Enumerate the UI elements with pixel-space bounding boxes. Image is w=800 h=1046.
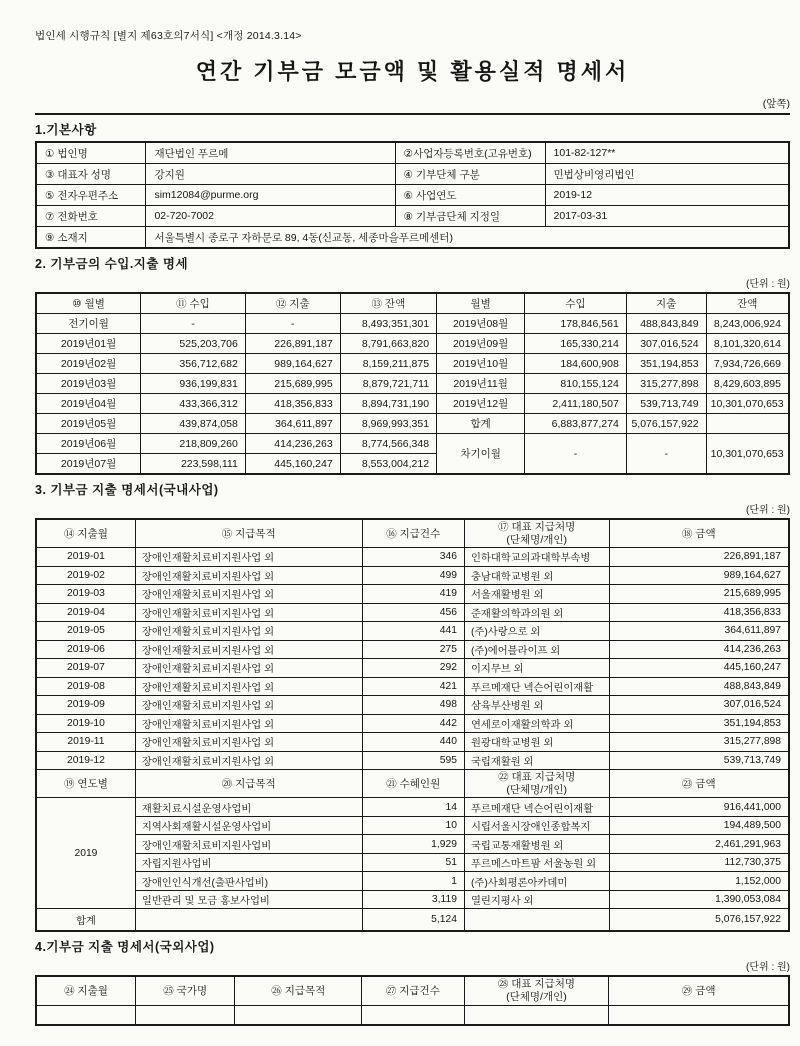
income-cell: 936,199,831 [141,374,246,394]
amount-cell: 1,390,053,084 [609,890,789,909]
year-cell: 2019 [36,798,135,909]
column-header: ㉖ 지급목적 [235,976,362,1005]
column-header: ㉓ 금액 [609,770,789,798]
balance-cell: 8,243,006,924 [706,314,789,334]
field-value-cell: 02-720-7002 [146,206,395,227]
count-cell: 421 [362,677,464,696]
payee-cell: (주)사랑으로 외 [464,622,609,641]
purpose-cell: 장애인인식개선(출판사업비) [135,872,362,891]
expense-cell: 414,236,263 [245,434,340,454]
balance-cell: 7,934,726,669 [706,354,789,374]
payee-cell: 푸르메재단 넥슨어린이재활 [464,798,609,817]
income-cell: 223,598,111 [141,454,246,475]
column-header: ⑪ 수입 [141,293,246,314]
purpose-cell: 장애인재활치료비지원사업 외 [135,751,362,770]
amount-cell: 445,160,247 [609,659,789,678]
amount-cell: 194,489,500 [609,816,789,835]
table-row [36,853,789,872]
column-header [464,976,609,1005]
amount-cell: 215,689,995 [609,585,789,604]
table-row [36,890,789,909]
purpose-cell [135,909,362,932]
carryover-label-cell: 차기이월 [437,434,525,475]
amount-cell: 488,843,849 [609,677,789,696]
purpose-cell: 장애인재활치료비지원사업 외 [135,585,362,604]
field-value-cell: 강지원 [146,164,395,185]
table-row [36,622,789,641]
purpose-cell: 장애인재활치료비지원사업 외 [135,566,362,585]
column-header: 지출 [626,293,706,314]
field-label-cell: ① 법인명 [36,142,146,164]
column-header: ㉑ 수혜인원 [362,770,464,798]
expense-cell: 488,843,849 [626,314,706,334]
expense-cell: 5,076,157,922 [626,414,706,434]
income-cell: 218,809,260 [141,434,246,454]
balance-cell: 8,101,320,614 [706,334,789,354]
count-cell: 1 [362,872,464,891]
field-label-cell: ⑥ 사업연도 [395,185,545,206]
column-header: ㉗ 지급건수 [362,976,465,1005]
field-label-cell: ③ 대표자 성명 [36,164,146,185]
column-header: 잔액 [706,293,789,314]
count-cell: 440 [362,733,464,752]
table-header-row [36,519,789,548]
month-cell: 2019-02 [36,566,135,585]
month-cell: 2019년11월 [437,374,525,394]
amount-cell: 1,152,000 [609,872,789,891]
field-label-cell: ⑦ 전화번호 [36,206,146,227]
field-label-cell: ⑤ 전자우편주소 [36,185,146,206]
payee-cell: (주)에어블라이프 외 [464,640,609,659]
expense-cell: 315,277,898 [626,374,706,394]
month-cell: 2019-05 [36,622,135,641]
payee-cell: 열린지평사 외 [464,890,609,909]
table-header-row [36,770,789,798]
balance-cell: 10,301,070,653 [706,394,789,414]
unit-label: (단위 : 원) [746,279,790,290]
column-header: ⑮ 지급목적 [135,519,362,548]
column-header: ⑬ 잔액 [340,293,436,314]
amount-cell: 364,611,897 [609,622,789,641]
table-row [36,354,789,374]
table-row [36,751,789,770]
count-cell: 51 [362,853,464,872]
purpose-cell: 장애인재활치료비지원사업 외 [135,640,362,659]
purpose-cell: 자립지원사업비 [135,853,362,872]
field-label-cell: ②사업자등록번호(고유번호) [395,142,545,164]
unit-label: (단위 : 원) [746,505,790,516]
section2-heading: 2. 기부금의 수입.지출 명세 [35,257,189,271]
balance-cell: 8,159,211,875 [340,354,436,374]
purpose-cell: 장애인재활치료비지원사업 외 [135,733,362,752]
empty-cell [235,1005,362,1025]
field-value-cell: sim12084@purme.org [146,185,395,206]
column-header-line1: ㉒ 대표 지급처명 [498,771,576,784]
balance-cell: 8,791,663,820 [340,334,436,354]
income-cell: - [141,314,246,334]
amount-cell: 315,277,898 [609,733,789,752]
amount-cell: 226,891,187 [609,548,789,567]
table-row [36,603,789,622]
income-cell: 433,366,312 [141,394,246,414]
expense-cell: - [245,314,340,334]
count-cell: 5,124 [362,909,464,932]
column-header: 수입 [525,293,627,314]
column-header: ⑳ 지급목적 [135,770,362,798]
payee-cell: 삼육부산병원 외 [464,696,609,715]
table-row [36,585,789,604]
month-cell: 2019년03월 [36,374,141,394]
month-cell: 2019년04월 [36,394,141,414]
month-cell: 2019-04 [36,603,135,622]
amount-cell: 112,730,375 [609,853,789,872]
column-header: ⑯ 지급건수 [362,519,464,548]
income-cell: 178,846,561 [525,314,627,334]
month-cell: 전기이월 [36,314,141,334]
amount-cell: 351,194,853 [609,714,789,733]
field-value-cell: 민법상비영리법인 [545,164,789,185]
column-header-line2: (단체명/개인) [506,533,568,546]
overseas-expense-table [35,975,790,1025]
month-cell: 2019년01월 [36,334,141,354]
column-header: ⑭ 지출월 [36,519,135,548]
payee-cell: 원광대학교병원 외 [464,733,609,752]
empty-cell [362,1005,465,1025]
field-label-cell: ⑨ 소재지 [36,227,146,249]
amount-cell: 414,236,263 [609,640,789,659]
income-cell: 184,600,908 [525,354,627,374]
month-cell: 2019-10 [36,714,135,733]
basic-info-table [35,141,790,249]
payee-cell: 국립재활원 외 [464,751,609,770]
table-row [36,677,789,696]
amount-cell: 418,356,833 [609,603,789,622]
balance-cell: 8,879,721,711 [340,374,436,394]
payee-cell: 시립서울시장애인종합복지 [464,816,609,835]
amount-cell: 5,076,157,922 [609,909,789,932]
table-row [36,548,789,567]
domestic-expense-table [35,518,790,932]
payee-cell: 서울재활병원 외 [464,585,609,604]
balance-cell [706,414,789,434]
total-label-cell: 합계 [437,414,525,434]
count-cell: 595 [362,751,464,770]
section4-heading: 4.기부금 지출 명세서(국외사업) [35,940,215,955]
table-row [36,659,789,678]
amount-cell: 539,713,749 [609,751,789,770]
header-divider [35,113,790,115]
month-cell: 2019년02월 [36,354,141,374]
document-title: 연간 기부금 모금액 및 활용실적 명세서 [195,59,630,84]
month-cell: 2019-01 [36,548,135,567]
income-cell: 165,330,214 [525,334,627,354]
balance-cell: 8,774,566,348 [340,434,436,454]
amount-cell: 2,461,291,963 [609,835,789,854]
table-row [36,798,789,817]
purpose-cell: 지역사회재활시설운영사업비 [135,816,362,835]
table-row [36,185,789,206]
payee-cell [464,909,609,932]
count-cell: 346 [362,548,464,567]
table-row [36,872,789,891]
count-cell: 292 [362,659,464,678]
month-cell: 2019-06 [36,640,135,659]
count-cell: 441 [362,622,464,641]
column-header-line2: (단체명/개인) [506,783,568,796]
table-row [36,334,789,354]
count-cell: 10 [362,816,464,835]
payee-cell: 연세로이재활의학과 외 [464,714,609,733]
field-value-cell: 서울특별시 종로구 자하문로 89, 4동(신교동, 세종마을푸르메센터) [146,227,789,249]
table-row [36,835,789,854]
table-header-row [36,293,789,314]
count-cell: 275 [362,640,464,659]
count-cell: 442 [362,714,464,733]
month-cell: 2019년10월 [437,354,525,374]
month-cell: 2019년09월 [437,334,525,354]
amount-cell: 307,016,524 [609,696,789,715]
count-cell: 1,929 [362,835,464,854]
section1-heading: 1.기본사항 [35,123,97,137]
field-label-cell: ④ 기부단체 구분 [395,164,545,185]
table-row [36,733,789,752]
balance-cell: 8,969,993,351 [340,414,436,434]
expense-cell: 226,891,187 [245,334,340,354]
column-header: 월별 [437,293,525,314]
balance-cell: 8,553,004,212 [340,454,436,475]
field-label-cell: ⑧ 기부금단체 지정일 [395,206,545,227]
column-header: ⑫ 지출 [245,293,340,314]
count-cell: 14 [362,798,464,817]
empty-cell [464,1005,609,1025]
expense-cell: 989,164,627 [245,354,340,374]
expense-cell: 307,016,524 [626,334,706,354]
purpose-cell: 재활치료시설운영사업비 [135,798,362,817]
payee-cell: 이지무브 외 [464,659,609,678]
expense-cell: 351,194,853 [626,354,706,374]
expense-cell: - [626,434,706,475]
column-header: ⑩ 월별 [36,293,141,314]
total-label-cell: 합계 [36,909,135,932]
column-header: ㉕ 국가명 [135,976,234,1005]
balance-cell: 8,493,351,301 [340,314,436,334]
table-row [36,394,789,414]
empty-cell [36,1005,135,1025]
table-row [36,714,789,733]
field-value-cell: 재단법인 푸르메 [146,142,395,164]
table-row [36,434,789,454]
table-total-row [36,909,789,932]
table-row [36,206,789,227]
month-cell: 2019-08 [36,677,135,696]
month-cell: 2019-07 [36,659,135,678]
table-row [36,374,789,394]
income-cell: 525,203,706 [141,334,246,354]
amount-cell: 989,164,627 [609,566,789,585]
payee-cell: 충남대학교병원 외 [464,566,609,585]
payee-cell: 국립교통재활병원 외 [464,835,609,854]
count-cell: 499 [362,566,464,585]
table-row [36,227,789,249]
income-cell: 6,883,877,274 [525,414,627,434]
expense-cell: 445,160,247 [245,454,340,475]
column-header-line1: ⑰ 대표 지급처명 [498,521,576,533]
month-cell: 2019년12월 [437,394,525,414]
income-cell: 439,874,058 [141,414,246,434]
table-row [36,314,789,334]
purpose-cell: 장애인재활치료비지원사업 외 [135,696,362,715]
table-row [36,640,789,659]
month-cell: 2019-12 [36,751,135,770]
expense-cell: 539,713,749 [626,394,706,414]
balance-cell: 8,894,731,190 [340,394,436,414]
income-cell: 2,411,180,507 [525,394,627,414]
page-side-label: (앞쪽) [762,98,790,110]
income-cell: - [525,434,627,475]
table-row [36,164,789,185]
income-cell: 356,712,682 [141,354,246,374]
column-header-line2: (단체명/개인) [506,990,567,1003]
month-cell: 2019-09 [36,696,135,715]
month-cell: 2019-03 [36,585,135,604]
month-cell: 2019년07월 [36,454,141,475]
column-header-line1: ㉘ 대표 지급처명 [497,978,576,991]
field-value-cell: 2017-03-31 [545,206,789,227]
field-value-cell: 101-82-127** [545,142,789,164]
purpose-cell: 장애인재활치료비지원사업 외 [135,659,362,678]
unit-label: (단위 : 원) [746,962,790,974]
balance-cell: 10,301,070,653 [706,434,789,475]
table-row [36,142,789,164]
month-cell: 2019-11 [36,733,135,752]
purpose-cell: 장애인재활치료비지원사업비 [135,835,362,854]
purpose-cell: 장애인재활치료비지원사업 외 [135,622,362,641]
count-cell: 419 [362,585,464,604]
purpose-cell: 장애인재활치료비지원사업 외 [135,677,362,696]
field-value-cell: 2019-12 [545,185,789,206]
purpose-cell: 장애인재활치료비지원사업 외 [135,714,362,733]
column-header: ⑲ 연도별 [36,770,135,798]
income-expense-table [35,292,790,475]
table-row [36,696,789,715]
purpose-cell: 장애인재활치료비지원사업 외 [135,603,362,622]
payee-cell: 푸르메스마트팜 서울농원 외 [464,853,609,872]
amount-cell: 916,441,000 [609,798,789,817]
empty-cell [609,1005,789,1025]
payee-cell: 준재활의학과의원 외 [464,603,609,622]
payee-cell: (주)사회평론아카데미 [464,872,609,891]
month-cell: 2019년05월 [36,414,141,434]
count-cell: 456 [362,603,464,622]
column-header: ⑱ 금액 [609,519,789,548]
table-row [36,414,789,434]
month-cell: 2019년08월 [437,314,525,334]
column-header: ㉙ 금액 [609,976,789,1005]
count-cell: 3,119 [362,890,464,909]
expense-cell: 364,611,897 [245,414,340,434]
form-regulation-note: 법인세 시행규칙 [별지 제63호의7서식] <개정 2014.3.14> [35,30,302,42]
income-cell: 810,155,124 [525,374,627,394]
section3-heading: 3. 기부금 지출 명세서(국내사업) [35,483,219,497]
purpose-cell: 장애인재활치료비지원사업 외 [135,548,362,567]
expense-cell: 418,356,833 [245,394,340,414]
payee-cell: 푸르메재단 넥슨어린이재활 [464,677,609,696]
table-header-row [36,976,789,1005]
month-cell: 2019년06월 [36,434,141,454]
empty-cell [135,1005,234,1025]
table-row [36,566,789,585]
purpose-cell: 일반관리 및 모금 홍보사업비 [135,890,362,909]
payee-cell: 인하대학교의과대학부속병 [464,548,609,567]
column-header [464,519,609,548]
column-header: ㉔ 지출월 [36,976,135,1005]
count-cell: 498 [362,696,464,715]
table-row [36,816,789,835]
expense-cell: 215,689,995 [245,374,340,394]
balance-cell: 8,429,603,895 [706,374,789,394]
table-row [36,1005,789,1025]
column-header [464,770,609,798]
